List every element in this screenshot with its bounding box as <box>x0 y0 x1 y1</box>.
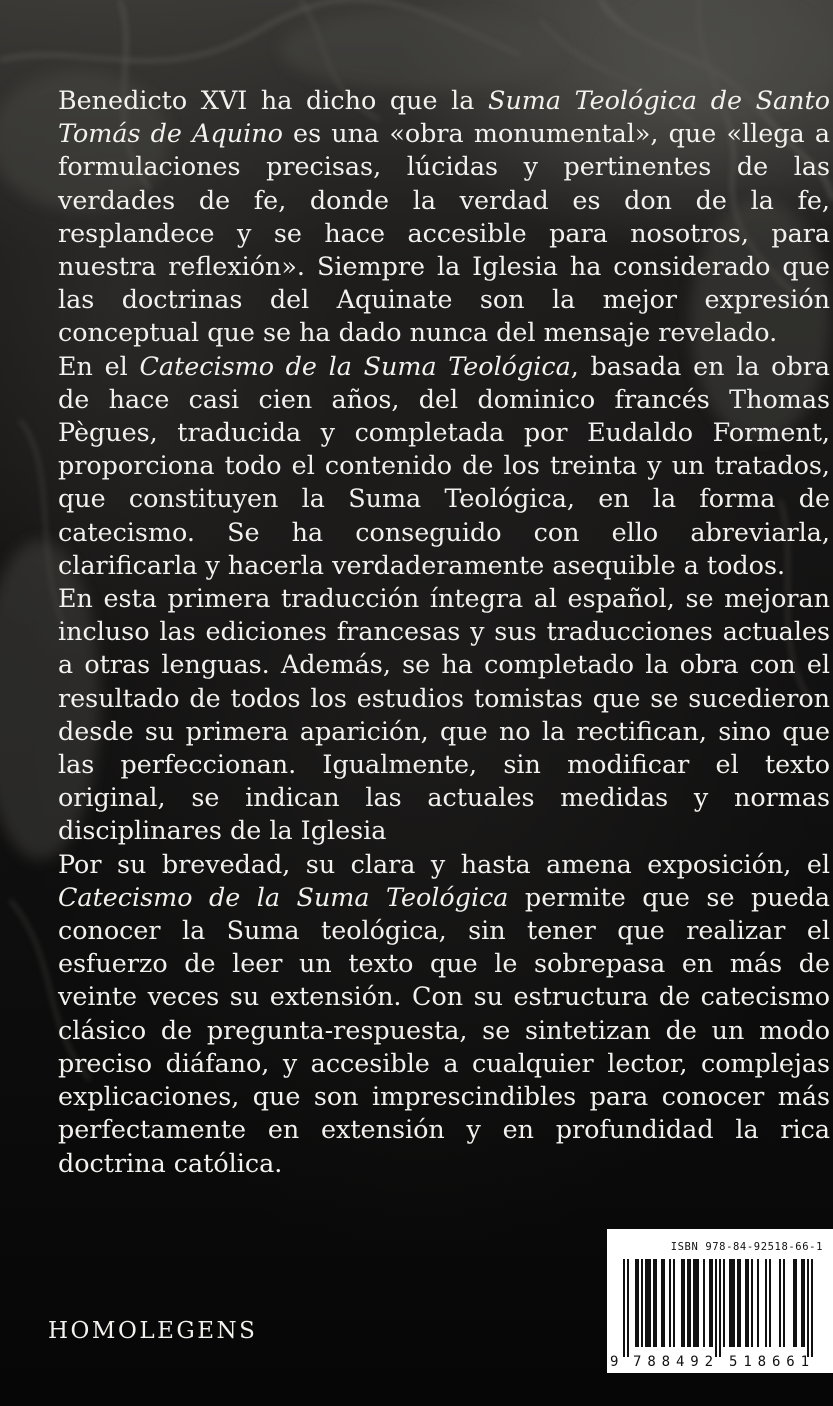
blurb-p2-book-title: Catecismo de la Suma Teológica <box>139 350 571 381</box>
barcode-bar <box>637 1259 639 1347</box>
barcode-bar <box>623 1259 625 1357</box>
barcode-bar <box>719 1259 721 1357</box>
barcode-bar <box>779 1259 781 1347</box>
barcode-bar <box>687 1259 689 1347</box>
barcode-bar <box>765 1259 767 1347</box>
barcode-bar <box>647 1259 649 1347</box>
barcode-bar <box>739 1259 741 1347</box>
barcode-bar <box>769 1259 771 1347</box>
blurb-p4-text-a: Por su brevedad, su clara y hasta amena exposición, el <box>58 848 830 879</box>
barcode-bar <box>751 1259 753 1347</box>
blurb-p1-text-b: es una «obra monumental», que «llega a formulaciones precisas, lúcidas y pertinentes de las verdades de fe, donde la verdad es don de la fe, resplandece y se hace accesible para nosotros, para nuestra reflexión». Siempre la Iglesia ha considerado que las doctrinas del Aquinate son la mejor expresión conceptual que se ha dado nunca del mensaje revelado. <box>58 118 830 348</box>
barcode-bar <box>703 1259 705 1347</box>
barcode-bar <box>635 1259 637 1347</box>
barcode-lead-digit: 9 <box>610 1354 619 1370</box>
barcode-bar <box>683 1259 685 1347</box>
barcode-bar <box>663 1259 665 1347</box>
barcode-bar <box>711 1259 713 1347</box>
blurb-paragraph-3: En esta primera traducción íntegra al español, se mejoran incluso las ediciones francesas y sus traducciones actuales a otras lenguas. Además, se ha completado la obra con el resultado de todos los estudios tomistas que se sucedieron desde su primera aparición, que no la rectifican, sino que las perfeccionan. Igualmente, sin modificar el texto original, se indican las actuales medidas y normas disciplinares de la Iglesia <box>58 583 830 846</box>
blurb-p2-text-b: , basada en la obra de hace casi cien años, del dominico francés Thomas Pègues, traducida y completada por Eudaldo Forment, proporciona todo el contenido de los treinta y un tratados, que constituyen la Suma Teológica, en la forma de catecismo. Se ha conseguido con ello abreviarla, clarificarla y hacerla verdaderamente asequible a todos. <box>58 350 831 580</box>
publisher-name: HOMOLEGENS <box>48 1318 258 1344</box>
barcode-bar <box>795 1259 797 1347</box>
isbn-label: ISBN 978-84-92518-66-1 <box>670 1241 823 1253</box>
barcode-bar <box>709 1259 711 1347</box>
barcode-bar <box>733 1259 735 1347</box>
barcode-bar <box>729 1259 731 1347</box>
barcode-bar <box>803 1259 805 1347</box>
blurb-p1-book-title: Suma Teológica de Santo Tomás de Aquino <box>58 85 830 149</box>
barcode-bar <box>681 1259 683 1347</box>
barcode-bar <box>737 1259 739 1347</box>
back-cover-blurb <box>58 84 830 1180</box>
barcode-bar <box>783 1259 785 1347</box>
barcode-bar <box>715 1259 717 1357</box>
blurb-p2-text-a: En el <box>58 350 140 381</box>
barcode-bar <box>689 1259 691 1347</box>
barcode-bar <box>669 1259 671 1347</box>
barcode-right-digits: 518661 <box>729 1354 809 1370</box>
blurb-p4-text-b: permite que se pueda conocer la Suma teológica, sin tener que realizar el esfuerzo de leer un texto que le sobrepasa en más de veinte veces su extensión. Con su estructura de catecismo clásico de pregunta-respuesta, se sintetizan de un modo preciso diáfano, y accesible a cualquier lector, complejas explicaciones, que son imprescindibles para conocer más perfectamente en extensión y en profundidad la rica doctrina católica. <box>58 881 830 1178</box>
blurb-paragraph-1 <box>58 84 830 350</box>
barcode-bar <box>661 1259 663 1347</box>
barcode-bar <box>655 1259 657 1347</box>
barcode-bar <box>731 1259 733 1347</box>
blurb-paragraph-2 <box>58 350 830 582</box>
barcode-bar <box>801 1259 803 1347</box>
barcode-bar <box>811 1259 813 1357</box>
blurb-p4-book-title: Catecismo de la Suma Teológica <box>58 881 509 912</box>
barcode-left-digits: 788492 <box>633 1354 713 1370</box>
barcode-bar <box>645 1259 647 1347</box>
barcode-graphic <box>607 1229 833 1373</box>
barcode-bar <box>723 1259 725 1347</box>
blurb-paragraph-4 <box>58 848 830 1180</box>
barcode-bar <box>649 1259 651 1347</box>
barcode-bars <box>623 1259 813 1357</box>
blurb-p1-text-a: Benedicto XVI ha dicho que la <box>58 85 489 115</box>
barcode-bar <box>745 1259 747 1347</box>
barcode-bar <box>747 1259 749 1347</box>
barcode-bar <box>807 1259 809 1357</box>
barcode-bar <box>793 1259 795 1347</box>
barcode-bar <box>627 1259 629 1357</box>
barcode-bar <box>695 1259 697 1347</box>
barcode-bar <box>673 1259 675 1347</box>
isbn-barcode <box>607 1229 833 1373</box>
barcode-bar <box>693 1259 695 1347</box>
barcode-bar <box>697 1259 699 1347</box>
barcode-bar <box>757 1259 759 1347</box>
barcode-bar <box>641 1259 643 1347</box>
barcode-bar <box>653 1259 655 1347</box>
